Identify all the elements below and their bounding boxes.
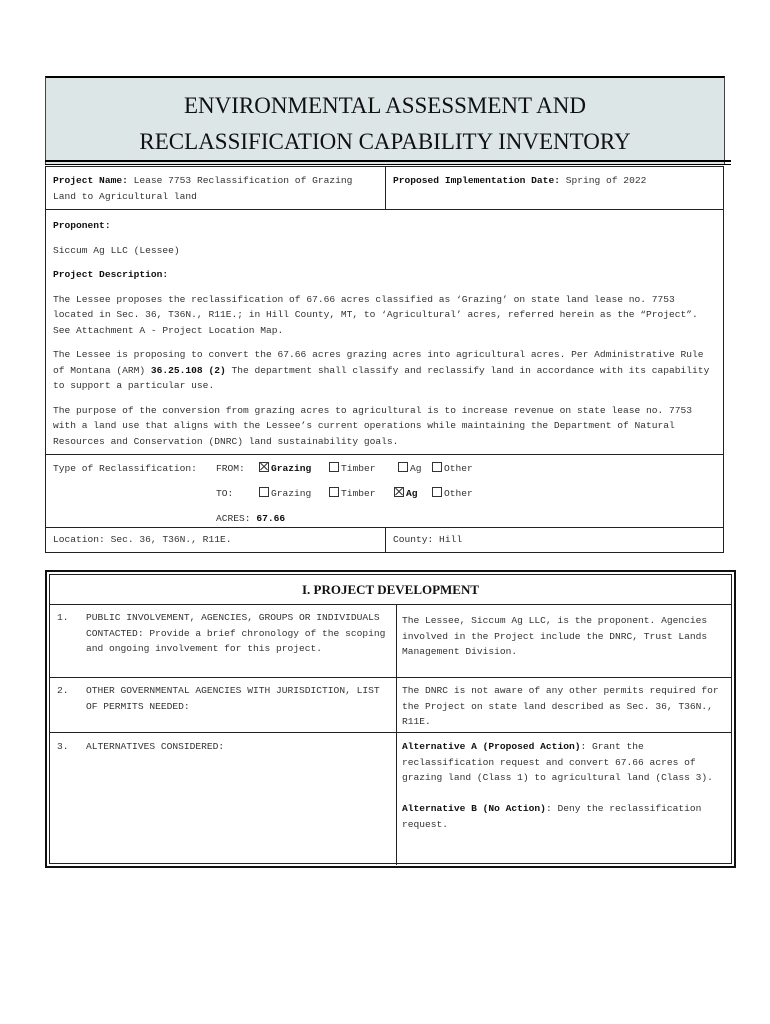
project-name-value: Lease 7753 Reclassification of Grazing Land to Agricultural land: [53, 175, 353, 202]
checked-box-icon: [259, 462, 269, 472]
row-2-answer: The DNRC is not aware of any other permits required for the Project on state land described as Sec. 36, T36N., R11E.: [402, 685, 719, 727]
unchecked-box-icon: [398, 462, 408, 472]
unchecked-box-icon: [329, 462, 339, 472]
project-info-form: [45, 166, 724, 553]
row-2-question: OTHER GOVERNMENTAL AGENCIES WITH JURISDICTION, LIST OF PERMITS NEEDED:: [86, 685, 380, 712]
to-timber-checkbox[interactable]: Timber: [329, 486, 376, 502]
implementation-date-cell: [386, 167, 723, 209]
row-1-number: 1.: [57, 612, 69, 623]
row-1-answer: The Lessee, Siccum Ag LLC, is the proponent. Agencies involved in the Project include the DNRC, Trust Lands Management Division.: [402, 615, 708, 657]
to-label: TO:: [216, 488, 234, 499]
location-cell: Location: Sec. 36, T36N., R11E.: [53, 534, 232, 545]
description-paragraph-2: The Lessee is proposing to convert the 67.66 acres grazing acres into agricultural acres. Per Administrative Rule of Montana (ARM) 36.25.108 (2) The department shall classify and reclassify land in accordance with its capability to support a particular use.: [53, 349, 710, 391]
reclassification-block: [46, 455, 723, 527]
from-label: FROM:: [216, 463, 245, 474]
header-divider: [45, 160, 731, 165]
document-header: [45, 76, 725, 164]
unchecked-box-icon: [259, 487, 269, 497]
to-grazing-checkbox[interactable]: Grazing: [259, 486, 311, 502]
document-title-line-2: RECLASSIFICATION CAPABILITY INVENTORY: [139, 129, 631, 154]
from-grazing-checkbox[interactable]: Grazing: [259, 461, 311, 477]
project-name-label: Project Name:: [53, 175, 128, 186]
document-title-line-1: ENVIRONMENTAL ASSESSMENT AND: [184, 93, 586, 118]
row-1-question: PUBLIC INVOLVEMENT, AGENCIES, GROUPS OR INDIVIDUALS CONTACTED: Provide a brief chronology of the scoping and ongoing involvement for this project.: [86, 612, 386, 654]
from-other-checkbox[interactable]: Other: [432, 461, 473, 477]
from-ag-checkbox[interactable]: Ag: [398, 461, 422, 477]
to-ag-checkbox[interactable]: Ag: [394, 486, 418, 502]
acres-field: [216, 511, 285, 527]
description-paragraph-3: The purpose of the conversion from grazing acres to agricultural is to increase revenue on state lease no. 7753 with a land use that aligns with the Lessee’s current operations while maintaining the Department of Natural Resources and Conservation (DNRC) land sustainability goals.: [53, 404, 693, 447]
acres-value: 67.66: [256, 513, 286, 524]
proponent-value: Siccum Ag LLC (Lessee): [53, 244, 180, 256]
implementation-date-label: Proposed Implementation Date:: [393, 175, 560, 186]
row-3-number: 3.: [57, 741, 69, 752]
project-description-label: Project Description:: [53, 269, 169, 280]
from-timber-checkbox[interactable]: Timber: [329, 461, 376, 477]
acres-label: ACRES:: [216, 513, 251, 524]
description-paragraph-1: The Lessee proposes the reclassification of 67.66 acres classified as ‘Grazing’ on state land lease no. 7753 located in Sec. 36, T36N., R11E.; in Hill County, MT, to ‘Agricultural’ acres, referred herein as the “Project”. See Attachment A - Project Location Map.: [53, 293, 698, 336]
to-other-checkbox[interactable]: Other: [432, 486, 473, 502]
row-3-alternative-b: Alternative B (No Action): Deny the reclassification request.: [402, 803, 702, 830]
implementation-date-value: Spring of 2022: [565, 175, 647, 186]
row-2-number: 2.: [57, 685, 69, 696]
unchecked-box-icon: [432, 462, 442, 472]
proponent-label: Proponent:: [53, 220, 111, 231]
project-development-section: [45, 570, 736, 868]
project-description-block: [46, 210, 723, 454]
county-cell: County: Hill: [393, 534, 463, 545]
unchecked-box-icon: [432, 487, 442, 497]
section-title: I. PROJECT DEVELOPMENT: [301, 582, 480, 597]
reclassification-type-label: Type of Reclassification:: [53, 463, 197, 474]
row-3-question: ALTERNATIVES CONSIDERED:: [86, 741, 225, 752]
unchecked-box-icon: [329, 487, 339, 497]
project-name-cell: [46, 167, 385, 209]
row-3-alternative-a: Alternative A (Proposed Action): Grant the reclassification request and convert 67.66 acres of grazing land (Class 1) to agricultural land (Class 3).: [402, 741, 713, 783]
checked-box-icon: [394, 487, 404, 497]
